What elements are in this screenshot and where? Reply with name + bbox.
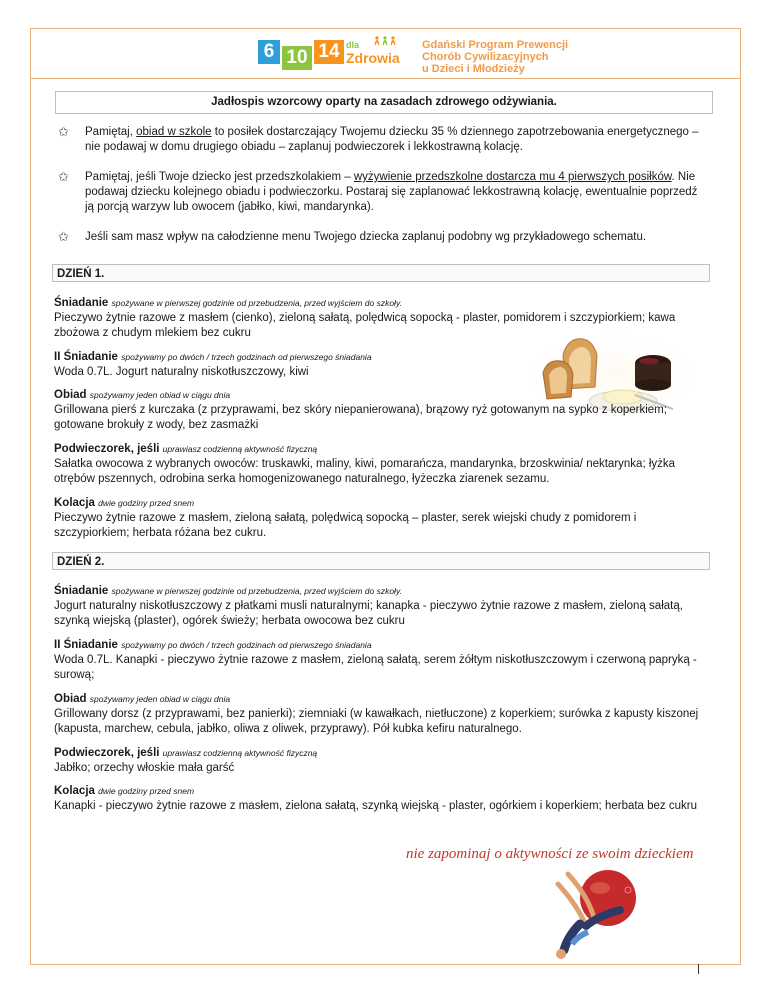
meal-body: Jogurt naturalny niskotłuszczowy z płatkami musli naturalnymi; kanapka - pieczywo żytnie razowe z masłem, zieloną sałatą, szynką wiejską (plaster), ogórek świeży; herbata owocowa bez cukru <box>54 600 683 627</box>
meal-title: Śniadanie <box>54 585 109 597</box>
day2-snack <box>54 746 706 776</box>
program-line-1: Gdański Program Prewencji <box>422 39 569 51</box>
day1-lunch <box>54 388 706 433</box>
document-title: Jadłospis wzorcowy oparty na zasadach zdrowego odżywiania. <box>55 91 713 114</box>
day2-second-breakfast <box>54 638 706 683</box>
bullet-text: Jeśli sam masz wpływ na całodzienne menu Twojego dziecka zaplanuj podobny wg przykładowego schematu. <box>85 231 647 243</box>
program-line-2: Chorób Cywilizacyjnych <box>422 51 549 63</box>
meal-title: Obiad <box>54 693 87 705</box>
meal-body: Woda 0.7L. Kanapki - pieczywo żytnie razowe z masłem, zieloną sałatą, serem żółtym niskotłuszczowym i czerwoną papryką - surową; <box>54 654 697 681</box>
meal-body: Jabłko; orzechy włoskie mała garść <box>54 762 235 774</box>
day1-snack <box>54 442 706 487</box>
logo-zdrowia: Zdrowia <box>346 50 400 66</box>
header-divider <box>30 78 740 79</box>
exercise-ball-illustration <box>528 866 658 961</box>
logo-number-10: 10 <box>282 46 312 70</box>
meal-title: Obiad <box>54 389 87 401</box>
meal-title: Kolacja <box>54 785 95 797</box>
meal-title: II Śniadanie <box>54 639 118 651</box>
meal-note: uprawiasz codzienną aktywność fizyczną <box>162 444 318 454</box>
meal-note: dwie godziny przed snem <box>98 498 195 508</box>
meal-body: Woda 0.7L. Jogurt naturalny niskotłuszczowy, kiwi <box>54 366 309 378</box>
bullet-text-part: Pamiętaj, <box>85 126 137 138</box>
bullet-text-part: . Nie podawaj dziecku kolejnego obiadu i podwieczorku. Postaraj się zaplanować lekkostrawną kolację, ewentualnie poprzedź ją porcją warzyw lub owocem (jabłko, kiwi, mandarynka). <box>85 171 698 213</box>
day-1-header: DZIEŃ 1. <box>52 264 710 282</box>
logo-number-14: 14 <box>314 40 344 64</box>
star-bullet-icon: ✩ <box>58 169 69 184</box>
meal-title: II Śniadanie <box>54 351 118 363</box>
meal-body: Kanapki - pieczywo żytnie razowe z masłem, zielona sałatą, szynką wiejską - plaster, ogórkiem i koperkiem; herbata bez cukru <box>54 800 698 812</box>
meal-note: dwie godziny przed snem <box>98 786 195 796</box>
bullet-text-part: Pamiętaj, jeśli Twoje dziecko jest przedszkolakiem – <box>85 171 354 183</box>
bullet-text <box>85 170 707 215</box>
meal-body: Sałatka owocowa z wybranych owoców: truskawki, maliny, kiwi, pomarańcza, mandarynka, brzoskwinia/ nektarynka; łyżka otrębów pszennych, odrobina serka homogenizowanego naturalnego, łyżeczka ziarenek sezamu. <box>54 458 676 485</box>
meal-note: spożywamy po dwóch / trzech godzinach od pierwszego śniadania <box>121 640 372 650</box>
star-bullet-icon: ✩ <box>58 124 69 139</box>
meal-note: spożywamy po dwóch / trzech godzinach od pierwszego śniadania <box>121 352 372 362</box>
logo-number-6: 6 <box>258 40 280 64</box>
program-name <box>422 39 568 75</box>
meal-note: uprawiasz codzienną aktywność fizyczną <box>162 748 318 758</box>
meal-note: spożywamy jeden obiad w ciągu dnia <box>89 694 231 704</box>
meal-title: Podwieczorek, jeśli <box>54 747 160 759</box>
meal-body: Grillowany dorsz (z przyprawami, bez panierki); ziemniaki (w kawałkach, nietłuczone) z koperkiem; surówka z kapusty kiszonej (kapusta, marchew, cebula, jabłko, oliwa z oliwek, przyprawy). Pół kubka kefiru naturalnego. <box>54 708 699 735</box>
meal-title: Kolacja <box>54 497 95 509</box>
meal-body: Pieczywo żytnie razowe z masłem (cienko), zieloną sałatą, polędwicą sopocką - plaster, pomidorem i szczypiorkiem; kawa zbożowa z chudym mlekiem bez cukru <box>54 312 676 339</box>
activity-slogan: nie zapominaj o aktywności ze swoim dzieckiem <box>406 846 694 862</box>
meal-body: Pieczywo żytnie razowe z masłem, zieloną sałatą, polędwicą sopocką – plaster, serek wiejski chudy z pomidorem i szczypiorkiem; herbata różana bez cukru. <box>54 512 637 539</box>
program-line-3: u Dzieci i Młodzieży <box>422 63 525 75</box>
meal-note: spożywane w pierwszej godzinie od przebudzenia, przed wyjściem do szkoły. <box>111 586 402 596</box>
meal-title: Śniadanie <box>54 297 109 309</box>
day2-dinner <box>54 784 706 814</box>
bullet-text-part: to posiłek dostarczający Twojemu dziecku 35 % dziennego zapotrzebowania energetycznego – nie podawaj w domu drugiego obiadu – zaplanuj podwieczorek i lekkostrawną kolację. <box>85 126 699 153</box>
bullet-text <box>85 125 707 155</box>
bullet-underlined: wyżywienie przedszkolne dostarcza mu 4 pierwszych posiłków <box>353 171 672 183</box>
day-2-header: DZIEŃ 2. <box>52 552 710 570</box>
page-number-marker <box>698 964 699 974</box>
logo-6-10-14-dla-zdrowia <box>258 36 408 74</box>
logo-dla: dla <box>346 40 360 50</box>
day2-lunch <box>54 692 706 737</box>
meal-note: spożywane w pierwszej godzinie od przebudzenia, przed wyjściem do szkoły. <box>111 298 402 308</box>
bullet-underlined: obiad w szkole <box>136 126 212 138</box>
star-bullet-icon: ✩ <box>58 229 69 244</box>
meal-body: Grillowana pierś z kurczaka (z przyprawami, bez skóry niepanierowana), brązowy ryż gotowanym na sypko z koperkiem; gotowane brokuły z wody, bez zasmażki <box>54 404 667 431</box>
day2-breakfast <box>54 584 706 629</box>
logo-figures-icon <box>374 36 398 50</box>
meal-note: spożywamy jeden obiad w ciągu dnia <box>89 390 231 400</box>
meal-title: Podwieczorek, jeśli <box>54 443 160 455</box>
day1-dinner <box>54 496 706 541</box>
